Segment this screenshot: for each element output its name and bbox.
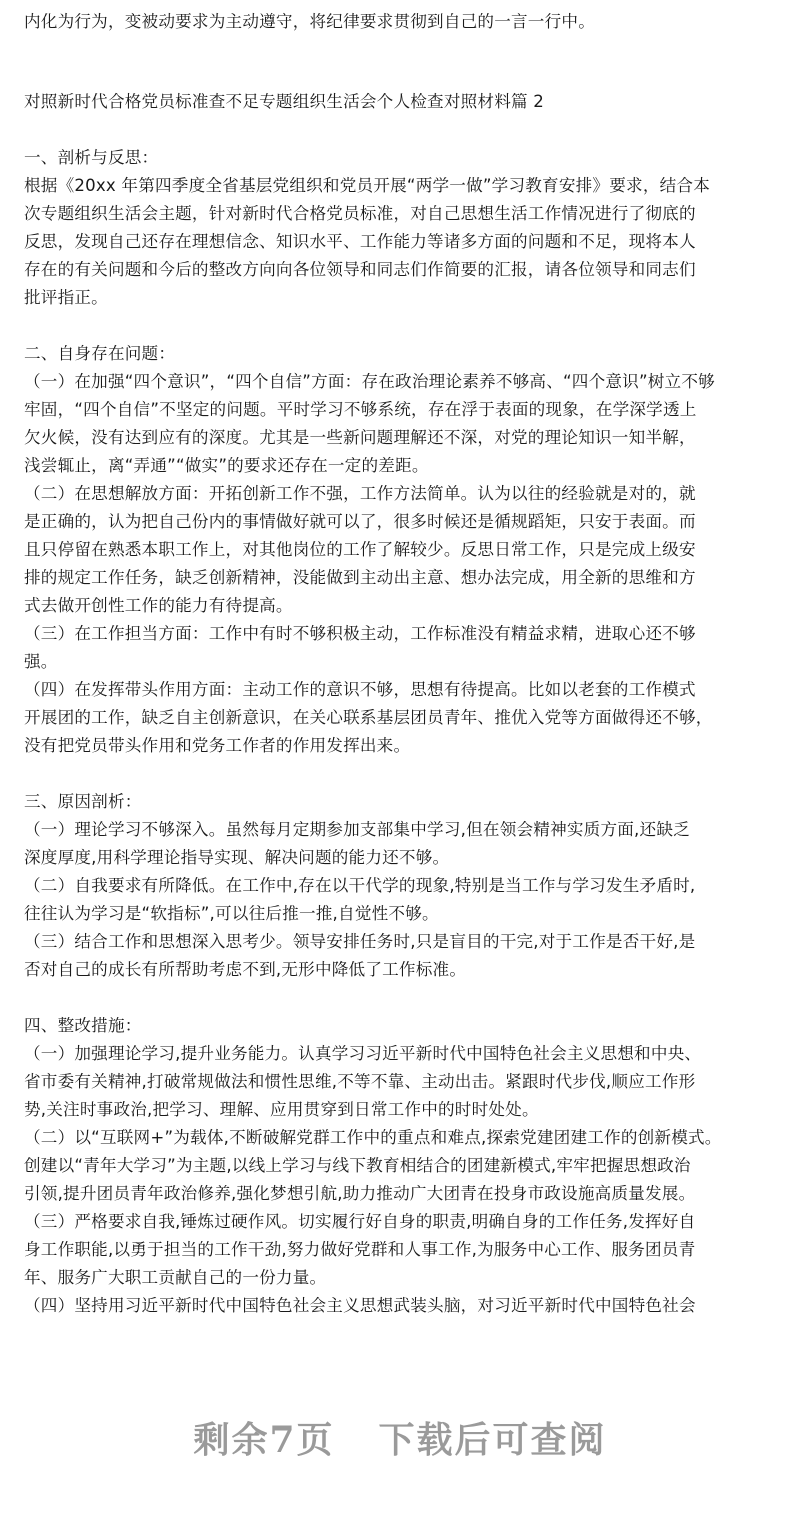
- text-line: （三）结合工作和思想深入思考少。领导安排任务时,只是盲目的干完,对于工作是否干好,是: [24, 932, 696, 951]
- text-line: 往往认为学习是“软指标”,可以往后推一推,自觉性不够。: [24, 904, 439, 923]
- text-line: 年、服务广大职工贡献自己的一份力量。: [24, 1268, 327, 1287]
- text-line: 牢固，“四个自信”不坚定的问题。平时学习不够系统，存在浮于表面的现象，在学深学透上: [24, 400, 697, 419]
- text-line: 欠火候，没有达到应有的深度。尤其是一些新问题理解还不深，对党的理论知识一知半解，: [24, 428, 696, 447]
- text-line: 省市委有关精神,打破常规做法和惯性思维,不等不靠、主动出击。紧跟时代步伐,顺应工作形: [24, 1072, 696, 1091]
- text-line: 反思，发现自己还存在理想信念、知识水平、工作能力等诸多方面的问题和不足，现将本人: [24, 232, 696, 251]
- document-title: 对照新时代合格党员标准查不足专题组织生活会个人检查对照材料篇 2: [24, 92, 545, 111]
- text-line: 次专题组织生活会主题，针对新时代合格党员标准，对自己思想生活工作情况进行了彻底的: [24, 204, 696, 223]
- text-line: （二）以“互联网+”为载体,不断破解党群工作中的重点和难点,探索党建团建工作的创新模式。: [24, 1128, 722, 1147]
- section-heading: 四、整改措施：: [24, 1016, 142, 1035]
- text-line: 开展团的工作，缺乏自主创新意识，在关心联系基层团员青年、推优入党等方面做得还不够，: [24, 708, 713, 727]
- text-line: 势,关注时事政治,把学习、理解、应用贯穿到日常工作中的时时处处。: [24, 1100, 539, 1119]
- text-line: （一）在加强“四个意识”，“四个自信”方面：存在政治理论素养不够高、“四个意识”树立不够: [24, 372, 715, 391]
- text-line: 否对自己的成长有所帮助考虑不到,无形中降低了工作标准。: [24, 960, 467, 979]
- text-line: 强。: [24, 652, 58, 671]
- document-body: [24, 8, 784, 1320]
- section: [24, 144, 784, 312]
- sections: [24, 144, 784, 1320]
- text-line: （四）在发挥带头作用方面：主动工作的意识不够，思想有待提高。比如以老套的工作模式: [24, 680, 696, 699]
- section: [24, 788, 784, 984]
- text-line: 深度厚度,用科学理论指导实现、解决问题的能力还不够。: [24, 848, 450, 867]
- text-line: 根据《20xx 年第四季度全省基层党组织和党员开展“两学一做”学习教育安排》要求，结合本: [24, 176, 710, 195]
- download-banner[interactable]: [0, 1412, 800, 1463]
- text-line: 没有把党员带头作用和党务工作者的作用发挥出来。: [24, 736, 411, 755]
- remaining-pages-text: 剩余7页: [193, 1419, 335, 1461]
- text-line: （二）自我要求有所降低。在工作中,存在以干代学的现象,特别是当工作与学习发生矛盾时,: [24, 876, 696, 895]
- text-line: 式去做开创性工作的能力有待提高。: [24, 596, 293, 615]
- text-line: 内化为行为，变被动要求为主动遵守，将纪律要求贯彻到自己的一言一行中。: [24, 12, 595, 31]
- section-heading: 三、原因剖析：: [24, 792, 142, 811]
- text-line: （二）在思想解放方面：开拓创新工作不强，工作方法简单。认为以往的经验就是对的，就: [24, 484, 696, 503]
- text-line: （三）在工作担当方面：工作中有时不够积极主动，工作标准没有精益求精，进取心还不够: [24, 624, 696, 643]
- text-line: 身工作职能,以勇于担当的工作干劲,努力做好党群和人事工作,为服务中心工作、服务团员青: [24, 1240, 696, 1259]
- text-line: 且只停留在熟悉本职工作上，对其他岗位的工作了解较少。反思日常工作，只是完成上级安: [24, 540, 696, 559]
- text-line: （四）坚持用习近平新时代中国特色社会主义思想武装头脑，对习近平新时代中国特色社会: [24, 1296, 696, 1315]
- text-line: 是正确的，认为把自己份内的事情做好就可以了，很多时候还是循规蹈矩，只安于表面。而: [24, 512, 696, 531]
- section: [24, 340, 784, 760]
- text-line: 批评指正。: [24, 288, 108, 307]
- text-line: 创建以“青年大学习”为主题,以线上学习与线下教育相结合的团建新模式,牢牢把握思想政治: [24, 1156, 691, 1175]
- text-line: （三）严格要求自我,锤炼过硬作风。切实履行好自身的职责,明确自身的工作任务,发挥好自: [24, 1212, 696, 1231]
- text-line: （一）加强理论学习,提升业务能力。认真学习习近平新时代中国特色社会主义思想和中央、: [24, 1044, 702, 1063]
- text-line: 浅尝辄止，离“弄通”“做实”的要求还存在一定的差距。: [24, 456, 429, 475]
- text-line: 引领,提升团员青年政治修养,强化梦想引航,助力推动广大团青在投身市政设施高质量发展。: [24, 1184, 696, 1203]
- intro-paragraph: [24, 8, 784, 36]
- download-to-view-text: 下载后可查阅: [378, 1419, 607, 1461]
- section-heading: 一、剖析与反思：: [24, 148, 159, 167]
- section: [24, 1012, 784, 1320]
- text-line: 存在的有关问题和今后的整改方向向各位领导和同志们作简要的汇报，请各位领导和同志们: [24, 260, 696, 279]
- text-line: （一）理论学习不够深入。虽然每月定期参加支部集中学习,但在领会精神实质方面,还缺乏: [24, 820, 690, 839]
- text-line: 排的规定工作任务，缺乏创新精神，没能做到主动出主意、想办法完成，用全新的思维和方: [24, 568, 696, 587]
- section-heading: 二、自身存在问题：: [24, 344, 176, 363]
